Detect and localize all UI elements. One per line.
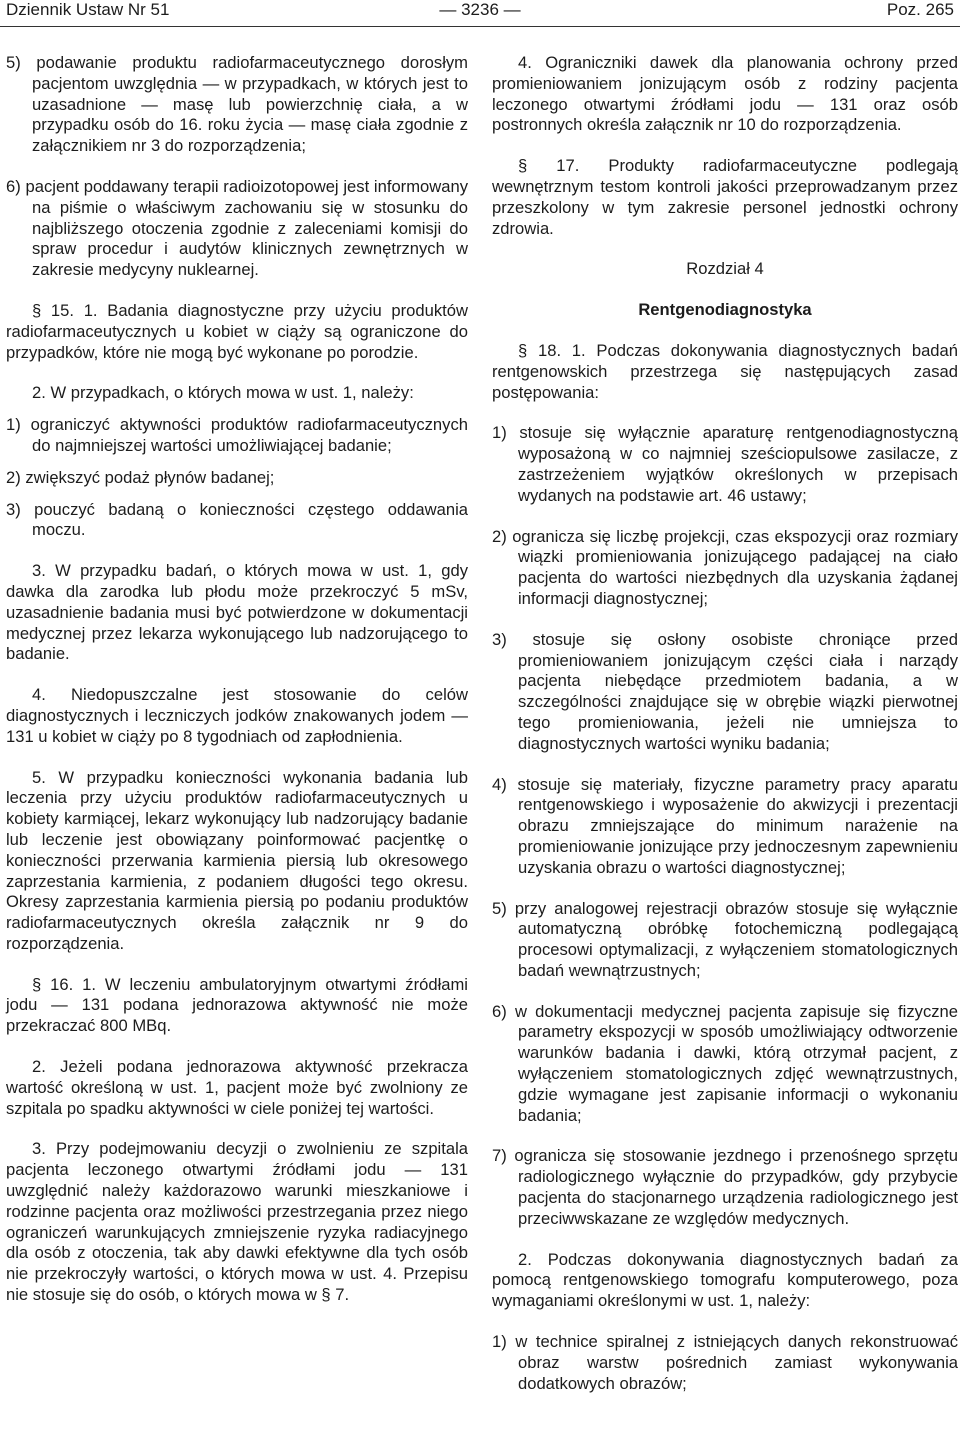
- section-15-2-item-1: 1) ograniczyć aktywności produktów radiofarmaceutycznych do najmniejszej wartości umożliwiającej badanie;: [6, 415, 468, 455]
- page-number: — 3236 —: [439, 0, 521, 19]
- section-15-4: 4. Niedopuszczalne jest stosowanie do celów diagnostycznych i leczniczych jodków znakowanych jodem — 131 u kobiet w ciąży po 8 tygodniach od zapłodnienia.: [6, 685, 468, 746]
- chapter-title: Rentgenodiagnostyka: [638, 300, 812, 320]
- section-18-1-item-2: 2) ogranicza się liczbę projekcji, czas ekspozycji oraz rozmiary wiązki promieniowania jonizującego padającej na ciało pacjenta do wartości niezbędnych dla uzyskania żądanej informacji diagnostycznej;: [492, 526, 958, 608]
- section-18-2-item-1: 1) w technice spiralnej z istniejących danych rekonstruować obraz warstw pośrednich zamiast wykonywania dodatkowych obrazów;: [492, 1332, 958, 1393]
- section-15-2: 2. W przypadkach, o których mowa w ust. 1, należy:: [32, 383, 414, 403]
- section-15-5: 5. W przypadku konieczności wykonania badania lub leczenia przy użyciu produktów radiofarmaceutycznych u kobiety karmiącej, lekarz wykonujący lub nadzorujący badanie lub leczenie jest obowiązany poinformować pacjentkę o konieczności przerwania karmienia piersią lub okresowego zaprzestania karmienia, z podaniem długości tego okresu. Okresy zaprzestania karmienia piersią po podaniu produktów radiofarmaceutycznych określa załącznik nr 9 do rozporządzenia.: [6, 767, 468, 953]
- header-rule: [0, 26, 960, 27]
- section-18-1-item-1: 1) stosuje się wyłącznie aparaturę rentgenodiagnostyczną wyposażoną w co najmniej sześciopulsowe zasilacze, z zastrzeżeniem wyjątków określonych w przepisach wydanych na podstawie art. 46 ustawy;: [492, 423, 958, 505]
- paragraph-item-6: 6) pacjent poddawany terapii radioizotopowej jest informowany na piśmie o właściwym zachowaniu się w stosunku do najbliższego otoczenia zgodnie z zaleceniami komisji do spraw procedur i audytów klinicznych zewnętrznych w zakresie medycyny nuklearnej.: [6, 176, 468, 280]
- section-18-1-item-7: 7) ogranicza się stosowanie jezdnego i przenośnego sprzętu radiologicznego wyłącznie do przypadków, gdy przybycie pacjenta do stacjonarnego urządzenia radiologicznego jest przeciwwskazane ze względów medycznych.: [492, 1146, 958, 1228]
- section-17: § 17. Produkty radiofarmaceutyczne podlegają wewnętrznym testom kontroli jakości przeprowadzanym przez przeszkolony w tym zakresie personel jednostki ochrony zdrowia.: [492, 156, 958, 238]
- journal-title: Dziennik Ustaw Nr 51: [6, 0, 170, 19]
- section-18-1-item-6: 6) w dokumentacji medycznej pacjenta zapisuje się fizyczne parametry ekspozycji w sposób umożliwiający odtworzenie warunków badania i dawki, którą otrzymał pacjent, z wyłączeniem stomatologicznych zdjęć wewnątrzustnych, gdzie wymagane jest zapisanie informacji o wykonaniu badania;: [492, 1001, 958, 1125]
- section-15-2-item-2: 2) zwiększyć podaż płynów badanej;: [6, 467, 275, 487]
- section-15-2-item-3: 3) pouczyć badaną o konieczności częstego oddawania moczu.: [6, 499, 468, 540]
- section-18-1-item-5: 5) przy analogowej rejestracji obrazów stosuje się wyłącznie automatyczną obróbkę fotochemiczną podlegającą procesowi optymalizacji, z wyłączeniem stomatologicznych badań wewnątrzustnych;: [492, 898, 958, 980]
- section-15-1: § 15. 1. Badania diagnostyczne przy użyciu produktów radiofarmaceutycznych u kobiet w ciąży są ograniczone do przypadków, które nie mogą być wykonane po porodzie.: [6, 300, 468, 362]
- section-18-1-item-4: 4) stosuje się materiały, fizyczne parametry pracy aparatu rentgenowskiego i wyposażenie do akwizycji i prezentacji obrazu zmniejszające do minimum narażenie na promieniowanie jonizujące przy jednoczesnym zapewnieniu uzyskania obrazu o wartości diagnostycznej;: [492, 774, 958, 877]
- chapter-number: Rozdział 4: [686, 259, 764, 279]
- section-16-1: § 16. 1. W leczeniu ambulatoryjnym otwartymi źródłami jodu — 131 podana jednorazowa aktywność nie może przekraczać 800 MBq.: [6, 974, 468, 1036]
- right-column: [492, 53, 958, 1394]
- section-16-3: 3. Przy podejmowaniu decyzji o zwolnieniu ze szpitala pacjenta leczonego otwartymi źródłami jodu — 131 uwzględnić należy każdorazowo warunki mieszkaniowe i rodzinne pacjenta oraz możliwości przestrzegania przez niego ograniczeń warunkujących zmniejszenie ryzyka radiacyjnego dla osób z otoczenia, tak aby dawki efektywne dla tych osób nie przekroczyły wartości, o których mowa w ust. 4. Przepisu nie stosuje się do osób, o których mowa w § 7.: [6, 1139, 468, 1305]
- section-18-1-item-3: 3) stosuje się osłony osobiste chroniące przed promieniowaniem jonizującym części ciała i narządy pacjenta niebędące przedmiotem badania, a w szczególności znajdujące się w obrębie wiązki pierwotnej tego promieniowania, jeżeli nie umniejsza to diagnostycznych wartości wyniku badania;: [492, 629, 958, 753]
- section-16-4: 4. Ograniczniki dawek dla planowania ochrony przed promieniowaniem jonizującym osób z rodziny pacjenta leczonego otwartymi źródłami jodu — 131 oraz osób postronnych określa załącznik nr 10 do rozporządzenia.: [492, 53, 958, 135]
- section-15-3: 3. W przypadku badań, o których mowa w ust. 1, gdy dawka dla zarodka lub płodu może przekroczyć 5 mSv, uzasadnienie badania musi być potwierdzone w dokumentacji medycznej przez lekarza wykonującego lub nadzorującego to badanie.: [6, 561, 468, 664]
- position-number: Poz. 265: [886, 0, 954, 19]
- left-column: [6, 53, 468, 1306]
- paragraph-item-5: 5) podawanie produktu radiofarmaceutycznego dorosłym pacjentom uwzględnia — w przypadkach, w których jest to uzasadnione — masę lub powierzchnię ciała, a w przypadku osób do 16. roku życia — masę ciała zgodnie z załącznikiem nr 3 do rozporządzenia;: [6, 53, 468, 156]
- section-18-1: § 18. 1. Podczas dokonywania diagnostycznych badań rentgenowskich przestrzega się następujących zasad postępowania:: [492, 340, 958, 402]
- section-16-2: 2. Jeżeli podana jednorazowa aktywność przekracza wartość określoną w ust. 1, pacjent może być zwolniony ze szpitala po spadku aktywności w ciele poniżej tej wartości.: [6, 1057, 468, 1118]
- section-18-2: 2. Podczas dokonywania diagnostycznych badań za pomocą rentgenowskiego tomografu komputerowego, poza wymaganiami określonymi w ust. 1, należy:: [492, 1249, 958, 1311]
